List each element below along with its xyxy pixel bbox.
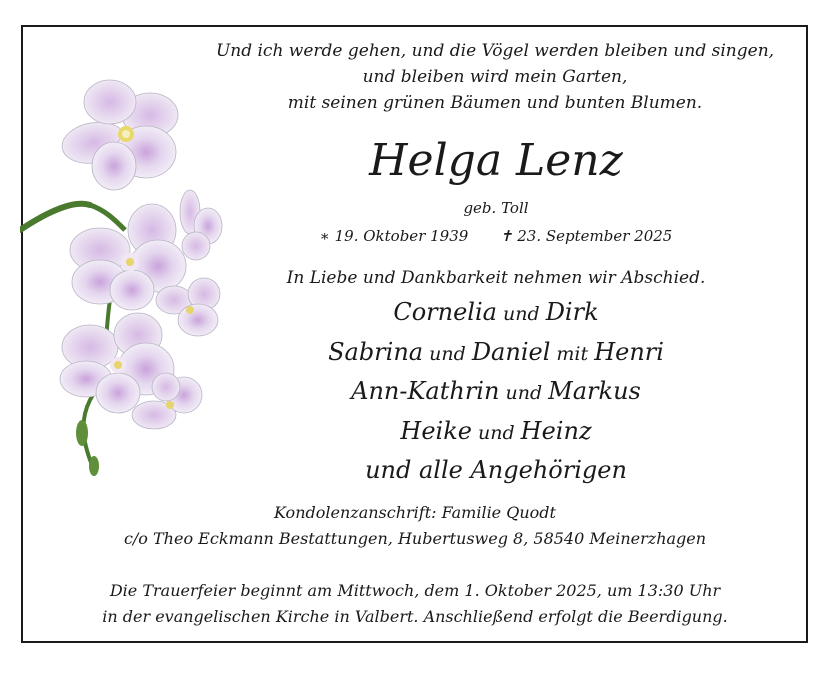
farewell-text: In Liebe und Dankbarkeit nehmen wir Abschied. <box>286 268 706 288</box>
quote-line: mit seinen grünen Bäumen und bunten Blumen. <box>287 93 703 113</box>
mourner-name: Henri <box>594 337 664 366</box>
death-cross-icon: ✝ <box>499 227 513 245</box>
mourner-line <box>266 373 726 413</box>
mourner-name: Markus <box>548 377 641 405</box>
conjunction: und <box>496 303 546 325</box>
conjunction: und <box>471 421 521 444</box>
mourner-name: Cornelia <box>393 298 497 326</box>
maiden-name: geb. Toll <box>463 199 529 217</box>
mourner-line <box>266 334 726 374</box>
quote-line: Und ich werde gehen, und die Vögel werden bleiben und singen, <box>215 41 775 61</box>
condolence-line: Kondolenzanschrift: Familie Quodt <box>274 503 556 522</box>
mourner-name: und alle Angehörigen <box>365 456 627 484</box>
mourners-list <box>266 294 726 490</box>
mourner-name: Heike <box>400 416 472 445</box>
death-date: 23. September 2025 <box>517 227 673 245</box>
service-line: Die Trauerfeier beginnt am Mittwoch, dem 1. Oktober 2025, um 13:30 Uhr <box>109 581 721 600</box>
life-dates <box>296 226 696 246</box>
birth-date: 19. Oktober 1939 <box>334 227 469 245</box>
deceased-name: Helga Lenz <box>369 135 623 186</box>
condolence-address <box>60 500 770 552</box>
mourner-name: Daniel <box>471 337 551 366</box>
condolence-line: c/o Theo Eckmann Bestattungen, Hubertusweg 8, 58540 Meinerzhagen <box>123 529 707 548</box>
mourner-name: Heinz <box>520 416 592 445</box>
poem-quote <box>175 38 815 116</box>
birth-star-icon: ∗ <box>319 227 330 245</box>
mourner-name: Ann-Kathrin <box>351 377 500 405</box>
conjunction: mit <box>550 342 595 365</box>
orchid-flower-icon <box>20 70 230 480</box>
mourner-name: Dirk <box>545 298 599 326</box>
funeral-service-info <box>60 578 770 630</box>
mourner-line <box>266 413 726 453</box>
mourner-name: Sabrina <box>328 337 424 366</box>
mourner-line <box>266 452 726 490</box>
service-line: in der evangelischen Kirche in Valbert. Anschließend erfolgt die Beerdigung. <box>102 607 728 626</box>
conjunction: und <box>499 382 549 404</box>
mourner-line <box>266 294 726 334</box>
quote-line: und bleiben wird mein Garten, <box>362 67 628 87</box>
conjunction: und <box>423 342 472 365</box>
